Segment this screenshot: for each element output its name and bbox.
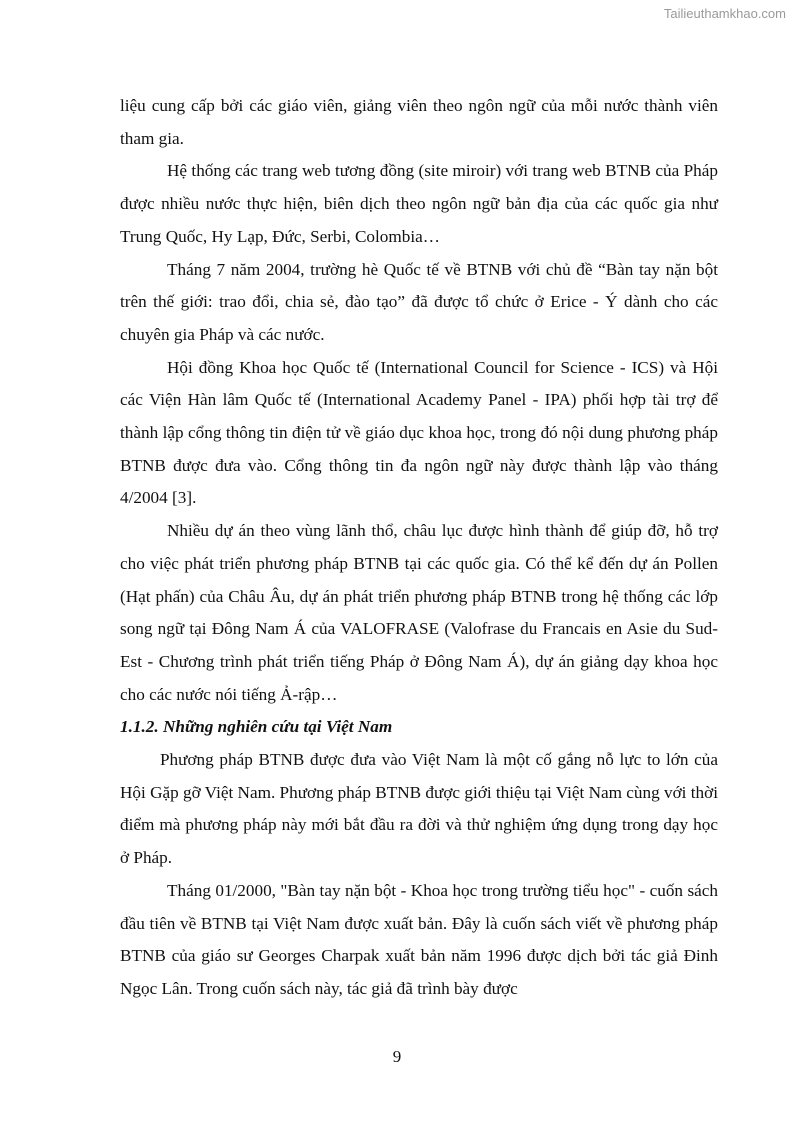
watermark-text: Tailieuthamkhao.com bbox=[663, 6, 786, 21]
section-heading: 1.1.2. Những nghiên cứu tại Việt Nam bbox=[120, 717, 393, 737]
paragraph-summer-school: Tháng 7 năm 2004, trường hè Quốc tế về BTNB với chủ đề “Bàn tay nặn bột trên thế giới: trao đổi, chia sẻ, đào tạo” đã được tổ chức ở Erice - Ý dành cho các chuyên gia Pháp và các nước. bbox=[120, 259, 718, 344]
paragraph-regional-projects: Nhiều dự án theo vùng lãnh thổ, châu lục được hình thành để giúp đỡ, hỗ trợ cho việc phát triển phương pháp BTNB tại các quốc gia. Có thể kể đến dự án Pollen (Hạt phấn) của Châu Âu, dự án phát triển phương pháp BTNB trong hệ thống các lớp song ngữ tại Đông Nam Á của VALOFRASE (Valofrase du Francais en Asie du Sud-Est - Chương trình phát triển tiếng Pháp ở Đông Nam Á), dự án giảng dạy khoa học cho các nước nói tiếng Ả-rập… bbox=[120, 521, 718, 704]
paragraph-continued: liệu cung cấp bởi các giáo viên, giảng viên theo ngôn ngữ của mỗi nước thành viên tham gia. bbox=[120, 96, 718, 148]
paragraph-ics-ipa: Hội đồng Khoa học Quốc tế (International Council for Science - ICS) và Hội các Viện Hàn lâm Quốc tế (International Academy Panel - IPA) phối hợp tài trợ để thành lập cổng thông tin điện tử về giáo dục khoa học, trong đó nội dung phương pháp BTNB được đưa vào. Cổng thông tin đa ngôn ngữ này được thành lập vào tháng 4/2004 [3]. bbox=[120, 357, 718, 508]
page-number: 9 bbox=[392, 1047, 402, 1066]
document-body bbox=[120, 90, 718, 1006]
paragraph-vietnam-intro: Phương pháp BTNB được đưa vào Việt Nam là một cố gắng nỗ lực to lớn của Hội Gặp gỡ Việt Nam. Phương pháp BTNB được giới thiệu tại Việt Nam cùng với thời điểm mà phương pháp này mới bắt đầu ra đời và thử nghiệm ứng dụng trong dạy học ở Pháp. bbox=[120, 750, 718, 868]
paragraph-mirror-sites: Hệ thống các trang web tương đồng (site miroir) với trang web BTNB của Pháp được nhiều nước thực hiện, biên dịch theo ngôn ngữ bản địa của các quốc gia như Trung Quốc, Hy Lạp, Đức, Serbi, Colombia… bbox=[120, 161, 718, 246]
paragraph-first-book: Tháng 01/2000, "Bàn tay nặn bột - Khoa học trong trường tiểu học" - cuốn sách đầu tiên về BTNB tại Việt Nam được xuất bản. Đây là cuốn sách viết về phương pháp BTNB của giáo sư Georges Charpak xuất bản năm 1996 được dịch bởi tác giả Đinh Ngọc Lân. Trong cuốn sách này, tác giả đã trình bày được bbox=[120, 880, 718, 998]
